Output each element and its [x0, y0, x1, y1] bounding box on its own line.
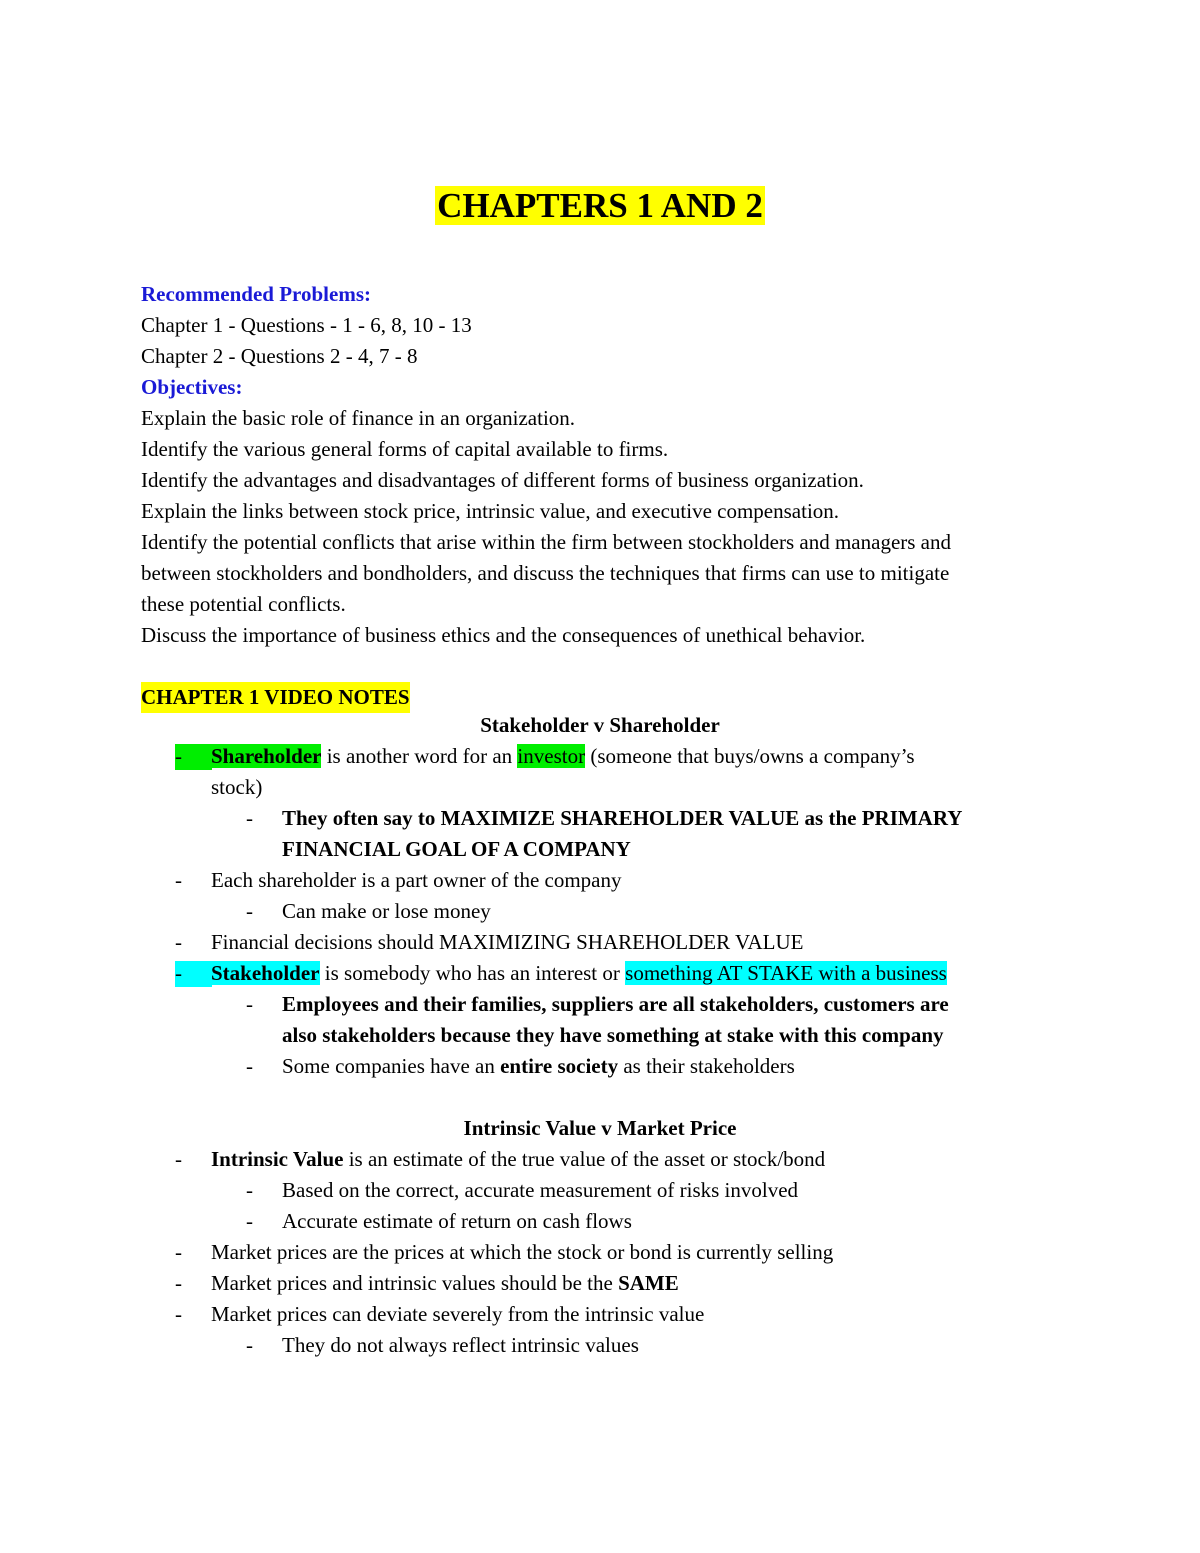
at-stake-highlight: something AT STAKE with a business: [625, 961, 947, 985]
list-item: - Based on the correct, accurate measurement of risks involved: [0, 1175, 1200, 1206]
bullet-dash: -: [246, 1209, 253, 1233]
list-item: - Accurate estimate of return on cash flows: [0, 1206, 1200, 1237]
bullet-dash: -: [246, 1333, 253, 1357]
list-item-continuation: also stakeholders because they have something at stake with this company: [282, 1023, 944, 1047]
bullet-dash: -: [175, 1240, 182, 1264]
investor-highlight: investor: [517, 744, 586, 768]
bullet-dash: -: [246, 992, 253, 1016]
stakeholder-term: Stakeholder: [211, 961, 320, 985]
bullet-dash: -: [175, 1302, 182, 1326]
page-title: [0, 183, 1200, 229]
bullet-dash: -: [246, 806, 253, 830]
bullet-dash: -: [175, 961, 182, 985]
section-heading-stakeholder: Stakeholder v Shareholder: [480, 713, 720, 737]
recommended-problems-section: [0, 279, 1200, 651]
bullet-dash: -: [175, 1271, 182, 1295]
bullet-dash: -: [175, 744, 182, 768]
list-item: - Market prices are the prices at which the stock or bond is currently selling: [0, 1237, 1200, 1268]
objective-line: these potential conflicts.: [141, 592, 346, 616]
page-title-text: CHAPTERS 1 AND 2: [437, 186, 763, 225]
objective-line: Discuss the importance of business ethics and the consequences of unethical behavior.: [141, 623, 866, 647]
list-item: - They do not always reflect intrinsic values: [0, 1330, 1200, 1361]
recommended-line: Chapter 1 - Questions - 1 - 6, 8, 10 - 13: [141, 313, 472, 337]
objective-line: Identify the various general forms of capital available to firms.: [141, 437, 669, 461]
video-notes-heading: CHAPTER 1 VIDEO NOTES: [141, 682, 410, 713]
recommended-problems-heading: Recommended Problems:: [141, 282, 371, 306]
list-item: - Market prices can deviate severely from the intrinsic value: [0, 1299, 1200, 1330]
bullet-dash: -: [246, 1178, 253, 1202]
section-heading-intrinsic: Intrinsic Value v Market Price: [463, 1116, 737, 1140]
shareholder-term: Shareholder: [211, 744, 322, 768]
intrinsic-term: Intrinsic Value: [211, 1147, 344, 1171]
list-item: - Employees and their families, suppliers are all stakeholders, customers are: [0, 989, 1200, 1020]
bullet-dash: -: [175, 868, 182, 892]
list-item: - Stakeholder is somebody who has an interest or something AT STAKE with a business: [0, 958, 1200, 989]
objective-line: Identify the advantages and disadvantages of different forms of business organization.: [141, 468, 864, 492]
list-item: - Shareholder is another word for an investor (someone that buys/owns a company’s: [0, 741, 1200, 772]
objective-line: Identify the potential conflicts that arise within the firm between stockholders and managers and: [141, 530, 951, 554]
list-item: - Can make or lose money: [0, 896, 1200, 927]
bullet-dash: -: [175, 930, 182, 954]
list-item: - Financial decisions should MAXIMIZING SHAREHOLDER VALUE: [0, 927, 1200, 958]
bullet-dash: -: [175, 1147, 182, 1171]
bullet-dash: -: [246, 899, 253, 923]
objectives-heading: Objectives:: [141, 375, 243, 399]
objective-line: between stockholders and bondholders, and discuss the techniques that firms can use to mitigate: [141, 561, 950, 585]
list-item-continuation: stock): [211, 775, 263, 799]
list-item-continuation: FINANCIAL GOAL OF A COMPANY: [282, 837, 631, 861]
objective-line: Explain the basic role of finance in an organization.: [141, 406, 576, 430]
recommended-line: Chapter 2 - Questions 2 - 4, 7 - 8: [141, 344, 418, 368]
list-item: - Some companies have an entire society as their stakeholders: [0, 1051, 1200, 1082]
bullet-dash: -: [246, 1054, 253, 1078]
objective-line: Explain the links between stock price, intrinsic value, and executive compensation.: [141, 499, 840, 523]
list-item: - Market prices and intrinsic values should be the SAME: [0, 1268, 1200, 1299]
video-notes-section: [0, 682, 1200, 1361]
list-item: - Intrinsic Value is an estimate of the true value of the asset or stock/bond: [0, 1144, 1200, 1175]
list-item: - Each shareholder is a part owner of the company: [0, 865, 1200, 896]
list-item: - They often say to MAXIMIZE SHAREHOLDER VALUE as the PRIMARY: [0, 803, 1200, 834]
